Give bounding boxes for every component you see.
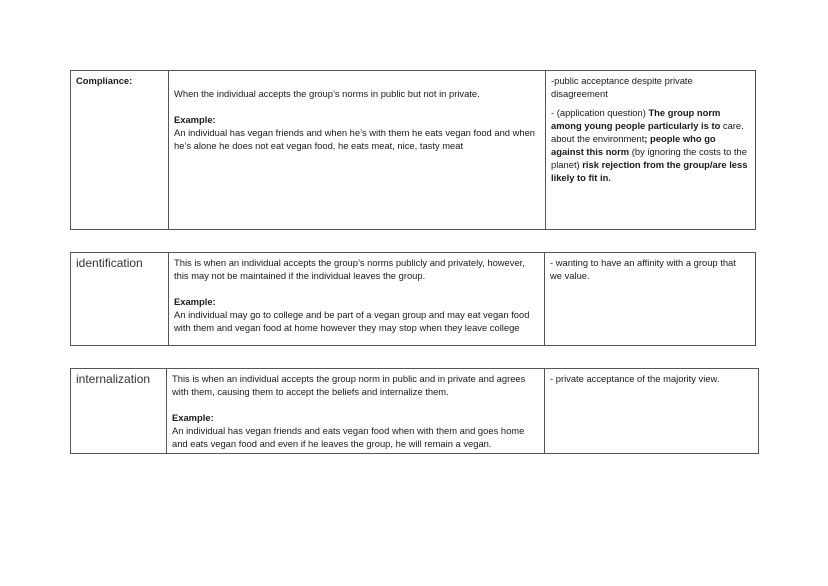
example-heading: Example: (174, 296, 216, 307)
internalization-table (70, 368, 759, 454)
application-bold-2: ; people who go against this norm (551, 133, 716, 157)
compliance-table (70, 70, 756, 230)
example-text: An individual has vegan friends and eats vegan food when with them and goes home and eats vegan food and even if he leaves the group, he will remain a vegan. (172, 425, 525, 449)
application-bold-3: risk rejection from the group/are less likely to fit in. (551, 159, 748, 183)
identification-table (70, 252, 756, 346)
example-heading: Example: (172, 412, 214, 423)
notes-line: - private acceptance of the majority view. (550, 373, 720, 384)
notes-cell (545, 253, 756, 346)
example-text: An individual may go to college and be part of a vegan group and may eat vegan food with them and vegan food at home however they may stop when they leave college (174, 309, 530, 333)
application-text-1: care. about the environment (551, 120, 744, 144)
definition-text: This is when an individual accepts the group norm in public and in private and agrees with them, causing them to accept the beliefs and internalize them. (172, 373, 526, 397)
definition-text: When the individual accepts the group’s norms in public but not in private. (174, 88, 480, 99)
notes-line: -public acceptance despite private disagreement (551, 75, 693, 99)
definition-cell (169, 71, 546, 230)
application-note (551, 106, 750, 184)
definition-cell (167, 369, 545, 454)
application-text-2: (by ignoring the costs to the planet) (551, 146, 747, 170)
example-text: An individual has vegan friends and when he’s with them he eats vegan food and when he’s alone he does not eat vegan food, he eats meat, nice, tasty meat (174, 127, 536, 151)
application-prefix: - (application question) (551, 107, 649, 118)
term-label: internalization (76, 372, 151, 386)
definition-cell (169, 253, 545, 346)
term-cell (71, 71, 169, 230)
application-bold-1: The group norm among young people particularly is to (551, 107, 721, 131)
term-label: Compliance: (76, 75, 133, 86)
term-cell (71, 253, 169, 346)
term-cell (71, 369, 167, 454)
notes-cell (545, 369, 759, 454)
notes-line: - wanting to have an affinity with a group that we value. (550, 257, 736, 281)
notes-cell (546, 71, 756, 230)
term-label: identification (76, 256, 143, 270)
example-heading: Example: (174, 114, 216, 125)
definition-text: This is when an individual accepts the group’s norms publicly and privately, however, this may not be maintained if the individual leaves the group. (174, 257, 525, 281)
